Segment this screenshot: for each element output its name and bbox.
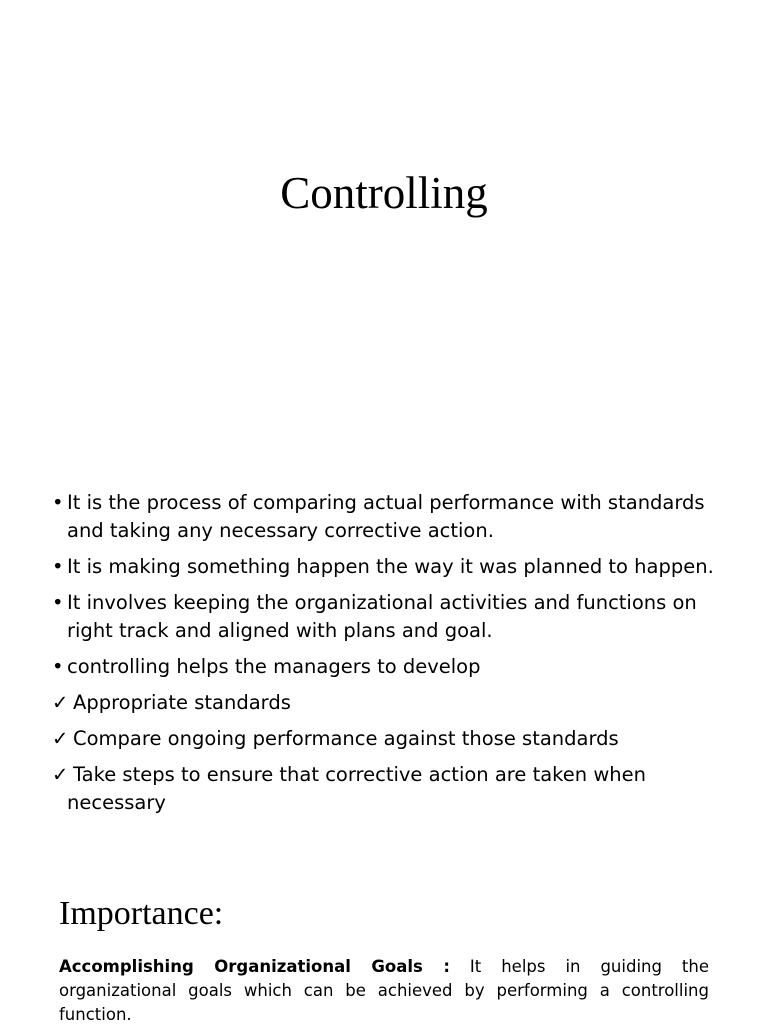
list-item <box>52 553 732 581</box>
importance-paragraph <box>59 955 709 1027</box>
bullet-marker: • <box>52 491 64 514</box>
list-item <box>52 689 732 717</box>
bullet-marker: • <box>52 591 64 614</box>
checkmark-icon: ✓ <box>52 691 69 714</box>
paragraph-lead: Accomplishing Organizational Goals : <box>59 957 450 976</box>
list-item-text: It involves keeping the organizational activities and functions on right track and aligned with plans and goal. <box>67 591 697 642</box>
checkmark-icon: ✓ <box>52 727 69 750</box>
list-item <box>52 589 732 645</box>
bullet-list <box>52 489 732 825</box>
list-item-text: Take steps to ensure that corrective action are taken when necessary <box>67 763 646 814</box>
list-item <box>52 725 732 753</box>
list-item-text: It is making something happen the way it was planned to happen. <box>67 555 714 578</box>
paragraph-body: It helps in guiding the organizational goals which can be achieved by performing a controlling function. <box>59 957 710 1024</box>
list-item-text: Appropriate standards <box>73 691 291 714</box>
page-title: Controlling <box>280 168 488 218</box>
checkmark-icon: ✓ <box>52 763 69 786</box>
bullet-marker: • <box>52 555 64 578</box>
section-heading: Importance: <box>59 895 224 932</box>
list-item <box>52 653 732 681</box>
list-item <box>52 761 732 817</box>
list-item <box>52 489 732 545</box>
list-item-text: It is the process of comparing actual performance with standards and taking any necessary corrective action. <box>67 491 705 542</box>
list-item-text: controlling helps the managers to develop <box>67 655 481 678</box>
bullet-marker: • <box>52 655 64 678</box>
list-item-text: Compare ongoing performance against those standards <box>73 727 619 750</box>
